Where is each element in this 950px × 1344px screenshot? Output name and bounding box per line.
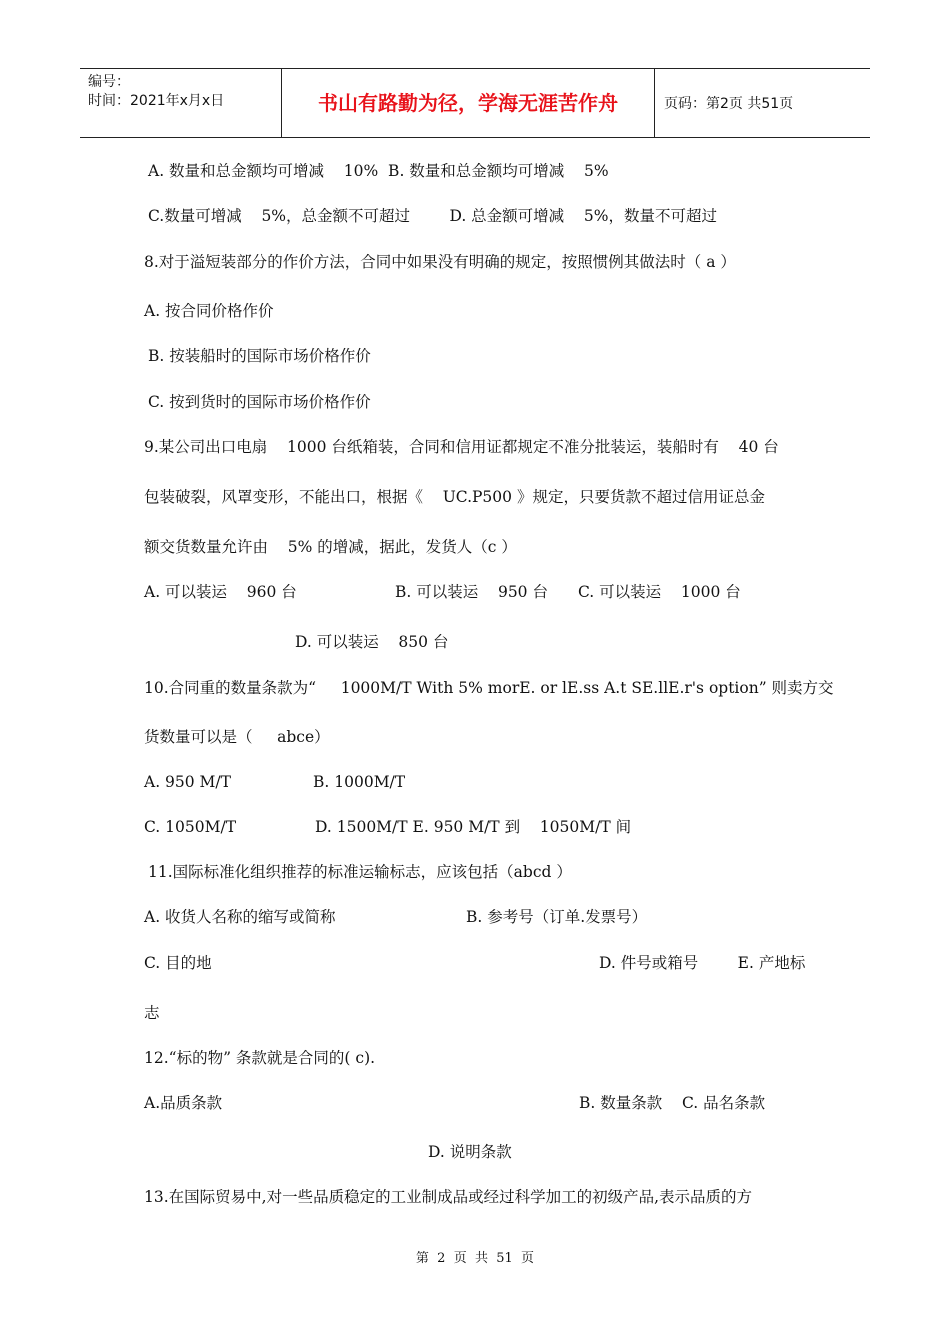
- option-c: C. 可以装运 1000 台: [578, 583, 741, 601]
- option-b: B. 参考号（订单.发票号）: [466, 908, 648, 926]
- option-d: D. 1500M/T E. 950 M/T 到 1050M/T 间: [315, 818, 632, 836]
- option-d: D. 可以装运 850 台: [295, 633, 449, 651]
- document-number-label: 编号：: [88, 74, 130, 90]
- question-9: 9.某公司出口电扇 1000 台纸箱装，合同和信用证都规定不准分批装运，装船时有 40 台: [144, 438, 779, 456]
- question-10-continued: 货数量可以是（ abce）: [144, 728, 330, 746]
- option-c: C. 目的地: [144, 954, 212, 972]
- option-c: C. 1050M/T: [144, 818, 237, 836]
- question-9-continued: 额交货数量允许由 5% 的增减，据此，发货人（c ）: [144, 538, 517, 556]
- question-9-continued: 包装破裂，风罩变形，不能出口，根据《 UC.P500 》规定，只要货款不超过信用证总金: [144, 488, 765, 506]
- header-motto: 书山有路勤为径，学海无涯苦作舟: [318, 91, 618, 115]
- option-b-c: B. 数量条款 C. 品名条款: [579, 1094, 766, 1112]
- option-a: A.品质条款: [144, 1094, 223, 1112]
- document-time-label: 时间：2021年x月x日: [88, 93, 225, 109]
- option-d: D. 说明条款: [428, 1143, 512, 1161]
- question-11: 11.国际标准化组织推荐的标准运输标志，应该包括（abcd ）: [148, 863, 572, 881]
- option-line: C.数量可增减 5%，总金额不可超过 D. 总金额可增减 5%，数量不可超过: [148, 207, 717, 225]
- option-b: B. 可以装运 950 台: [395, 583, 548, 601]
- option-a: A. 收货人名称的缩写或简称: [144, 908, 336, 926]
- option-a: A. 950 M/T: [144, 773, 231, 791]
- question-13: 13.在国际贸易中,对一些品质稳定的工业制成品或经过科学加工的初级产品,表示品质的方: [144, 1188, 753, 1206]
- option-d-e: D. 件号或箱号 E. 产地标: [599, 954, 806, 972]
- option-line: A. 数量和总金额均可增减 10% B. 数量和总金额均可增减 5%: [148, 162, 609, 180]
- option-a: A. 可以装运 960 台: [144, 583, 297, 601]
- header-meta: [88, 73, 224, 111]
- option-line: C. 按到货时的国际市场价格作价: [148, 393, 371, 411]
- option-line: A. 按合同价格作价: [144, 302, 274, 320]
- question-8: 8.对于溢短装部分的作价方法，合同中如果没有明确的规定，按照惯例其做法时（ a ）: [144, 253, 736, 271]
- option-b: B. 1000M/T: [313, 773, 406, 791]
- header-page-code: 页码：第2页 共51页: [664, 96, 794, 112]
- question-10: 10.合同重的数量条款为“ 1000M/T With 5% morE. or lE.ss A.t SE.llE.r's option” 则卖方交: [144, 679, 834, 697]
- question-12: 12.“标的物” 条款就是合同的( c).: [144, 1049, 376, 1067]
- page-header: [80, 68, 870, 138]
- option-line: B. 按装船时的国际市场价格作价: [148, 347, 371, 365]
- option-e-continued: 志: [144, 1004, 160, 1022]
- header-divider: [654, 69, 655, 137]
- page-footer: 第 2 页 共 51 页: [415, 1251, 535, 1266]
